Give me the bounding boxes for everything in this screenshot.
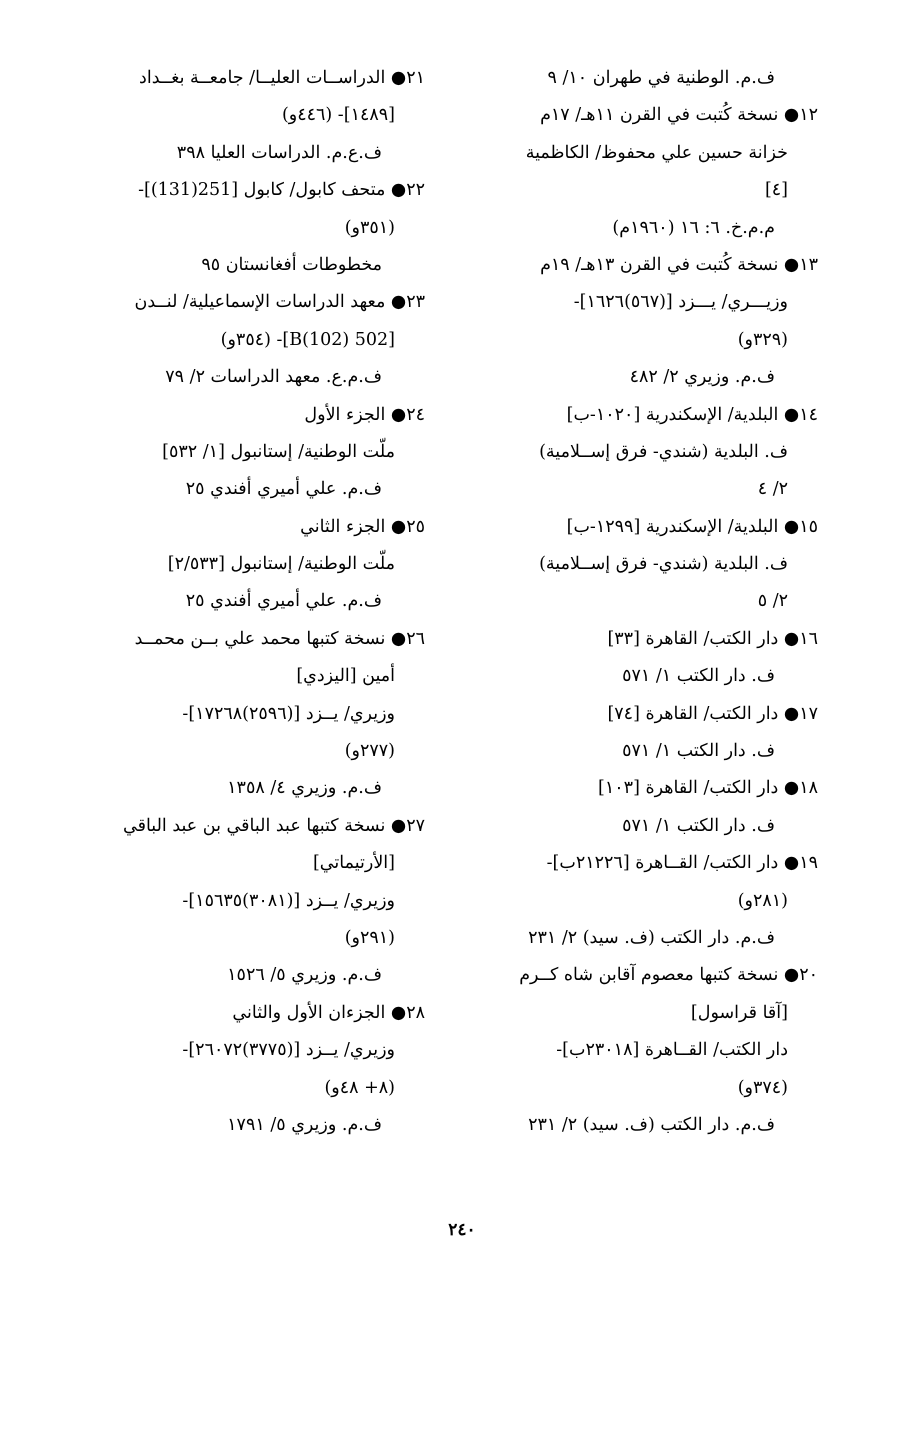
text-line: (٨+ ٤٨و)	[324, 1077, 395, 1098]
text-line: [الأرتيماتي]	[312, 853, 395, 874]
entry-heading: ٢٠● نسخة كتبها معصوم آقابن شاه كــرم	[519, 965, 818, 986]
text-line: وزيري/ يــزد [(٢٥٩٦)١٧٢٦٨]-	[182, 703, 395, 724]
text-line: ف. دار الكتب ١/ ٥٧١	[622, 815, 775, 836]
text-line: [٤]	[764, 180, 788, 201]
text-line: م.م.خ. ٦: ١٦ (١٩٦٠م)	[612, 217, 775, 238]
entry-heading: ١٤● البلدية/ الإسكندرية [١٠٢٠-ب]	[566, 404, 818, 425]
left-column	[78, 60, 425, 1144]
entry-heading: ١٦● دار الكتب/ القاهرة [٣٣]	[607, 628, 818, 649]
text-line: وزيري/ يــزد [(٣٠٨١)١٥٦٣٥]-	[182, 890, 395, 911]
text-line: ف.م. وزيري ٥/ ١٧٩١	[227, 1114, 382, 1135]
entry-heading: ١٧● دار الكتب/ القاهرة [٧٤]	[607, 703, 818, 724]
text-line: (٣٥١و)	[344, 217, 395, 238]
text-line: ملّت الوطنية/ إستانبول [١/ ٥٣٢]	[162, 441, 395, 462]
entry-heading: ٢٥● الجزء الثاني	[300, 516, 425, 537]
text-line: ف.م. دار الكتب (ف. سيد) ٢/ ٢٣١	[528, 1114, 775, 1135]
entry-heading: ٢٢● متحف كابول/ كابول [251(131)]-	[138, 180, 425, 201]
text-line: ف. دار الكتب ١/ ٥٧١	[622, 741, 775, 762]
text-line: ف. دار الكتب ١/ ٥٧١	[622, 666, 775, 687]
text-line: (٢٧٧و)	[344, 741, 395, 762]
text-line: ف.ع.م. الدراسات العليا ٣٩٨	[176, 142, 382, 163]
text-line: (٢٨١و)	[737, 890, 788, 911]
text-line: ف.م. وزيري ٢/ ٤٨٢	[629, 367, 775, 388]
text-line: وزيري/ يــزد [(٣٧٧٥)٢٦٠٧٢]-	[182, 1040, 395, 1061]
entry-heading: ١٢● نسخة كُتبت في القرن ١١هـ/ ١٧م	[540, 105, 818, 126]
entry-heading: ١٣● نسخة كُتبت في القرن ١٣هـ/ ١٩م	[540, 254, 818, 275]
text-line: ملّت الوطنية/ إستانبول [٢/٥٣٣]	[167, 554, 395, 575]
text-line: ف. البلدية (شندي- فرق إســلامية)	[539, 554, 788, 575]
text-line: ف.م. علي أميري أفندي ٢٥	[185, 591, 382, 612]
text-line: دار الكتب/ القــاهرة [٢٣٠١٨ب]-	[556, 1040, 788, 1061]
text-line: (٣٧٤و)	[737, 1077, 788, 1098]
right-column	[468, 60, 818, 1144]
entry-heading: ٢٧● نسخة كتبها عبد الباقي بن عبد الباقي	[123, 815, 425, 836]
text-line: ف.م. علي أميري أفندي ٢٥	[185, 479, 382, 500]
text-line: [١٤٨٩]- (٤٤٦و)	[281, 105, 395, 126]
entry-heading: ٢٨● الجزءان الأول والثاني	[232, 1002, 425, 1023]
text-line: ف.م.ع. معهد الدراسات ٢/ ٧٩	[165, 367, 382, 388]
text-line: ف.م. وزيري ٥/ ١٥٢٦	[227, 965, 382, 986]
text-line: ف. البلدية (شندي- فرق إســلامية)	[539, 441, 788, 462]
text-line: [آقا قراسول]	[690, 1002, 788, 1023]
text-line: ف.م. الوطنية في طهران ١٠/ ٩	[547, 68, 775, 88]
text-line: ف.م. دار الكتب (ف. سيد) ٢/ ٢٣١	[528, 927, 775, 948]
text-line: ٢/ ٥	[757, 591, 788, 612]
text-line: خزانة حسين علي محفوظ/ الكاظمية	[525, 142, 788, 163]
text-line: (٢٩١و)	[344, 927, 395, 948]
page-number: ٢٤٠	[448, 1220, 476, 1240]
entry-heading: ٢٦● نسخة كتبها محمد علي بــن محمــد	[134, 628, 425, 649]
text-line: ٢/ ٤	[757, 479, 788, 500]
text-line: أمين [اليزدي]	[296, 666, 395, 687]
text-line: مخطوطات أفغانستان ٩٥	[201, 254, 382, 275]
entry-heading: ٢٤● الجزء الأول	[304, 404, 425, 425]
text-line: (٣٢٩و)	[737, 329, 788, 350]
entry-heading: ١٩● دار الكتب/ القــاهرة [٢١٢٢٦ب]-	[546, 853, 818, 874]
text-line: وزيـــري/ يـــزد [(٥٦٧)١٦٢٦]-	[573, 292, 788, 313]
text-line: ف.م. وزيري ٤/ ١٣٥٨	[227, 778, 382, 799]
entry-heading: ١٨● دار الكتب/ القاهرة [١٠٣]	[598, 778, 818, 799]
text-line: [502 B(102)]- (٣٥٤و)	[220, 329, 395, 350]
entry-heading: ٢٣● معهد الدراسات الإسماعيلية/ لنــدن	[134, 292, 425, 313]
entry-heading: ٢١● الدراســات العليــا/ جامعــة بغــداد	[139, 68, 425, 88]
entry-heading: ١٥● البلدية/ الإسكندرية [١٢٩٩-ب]	[566, 516, 818, 537]
